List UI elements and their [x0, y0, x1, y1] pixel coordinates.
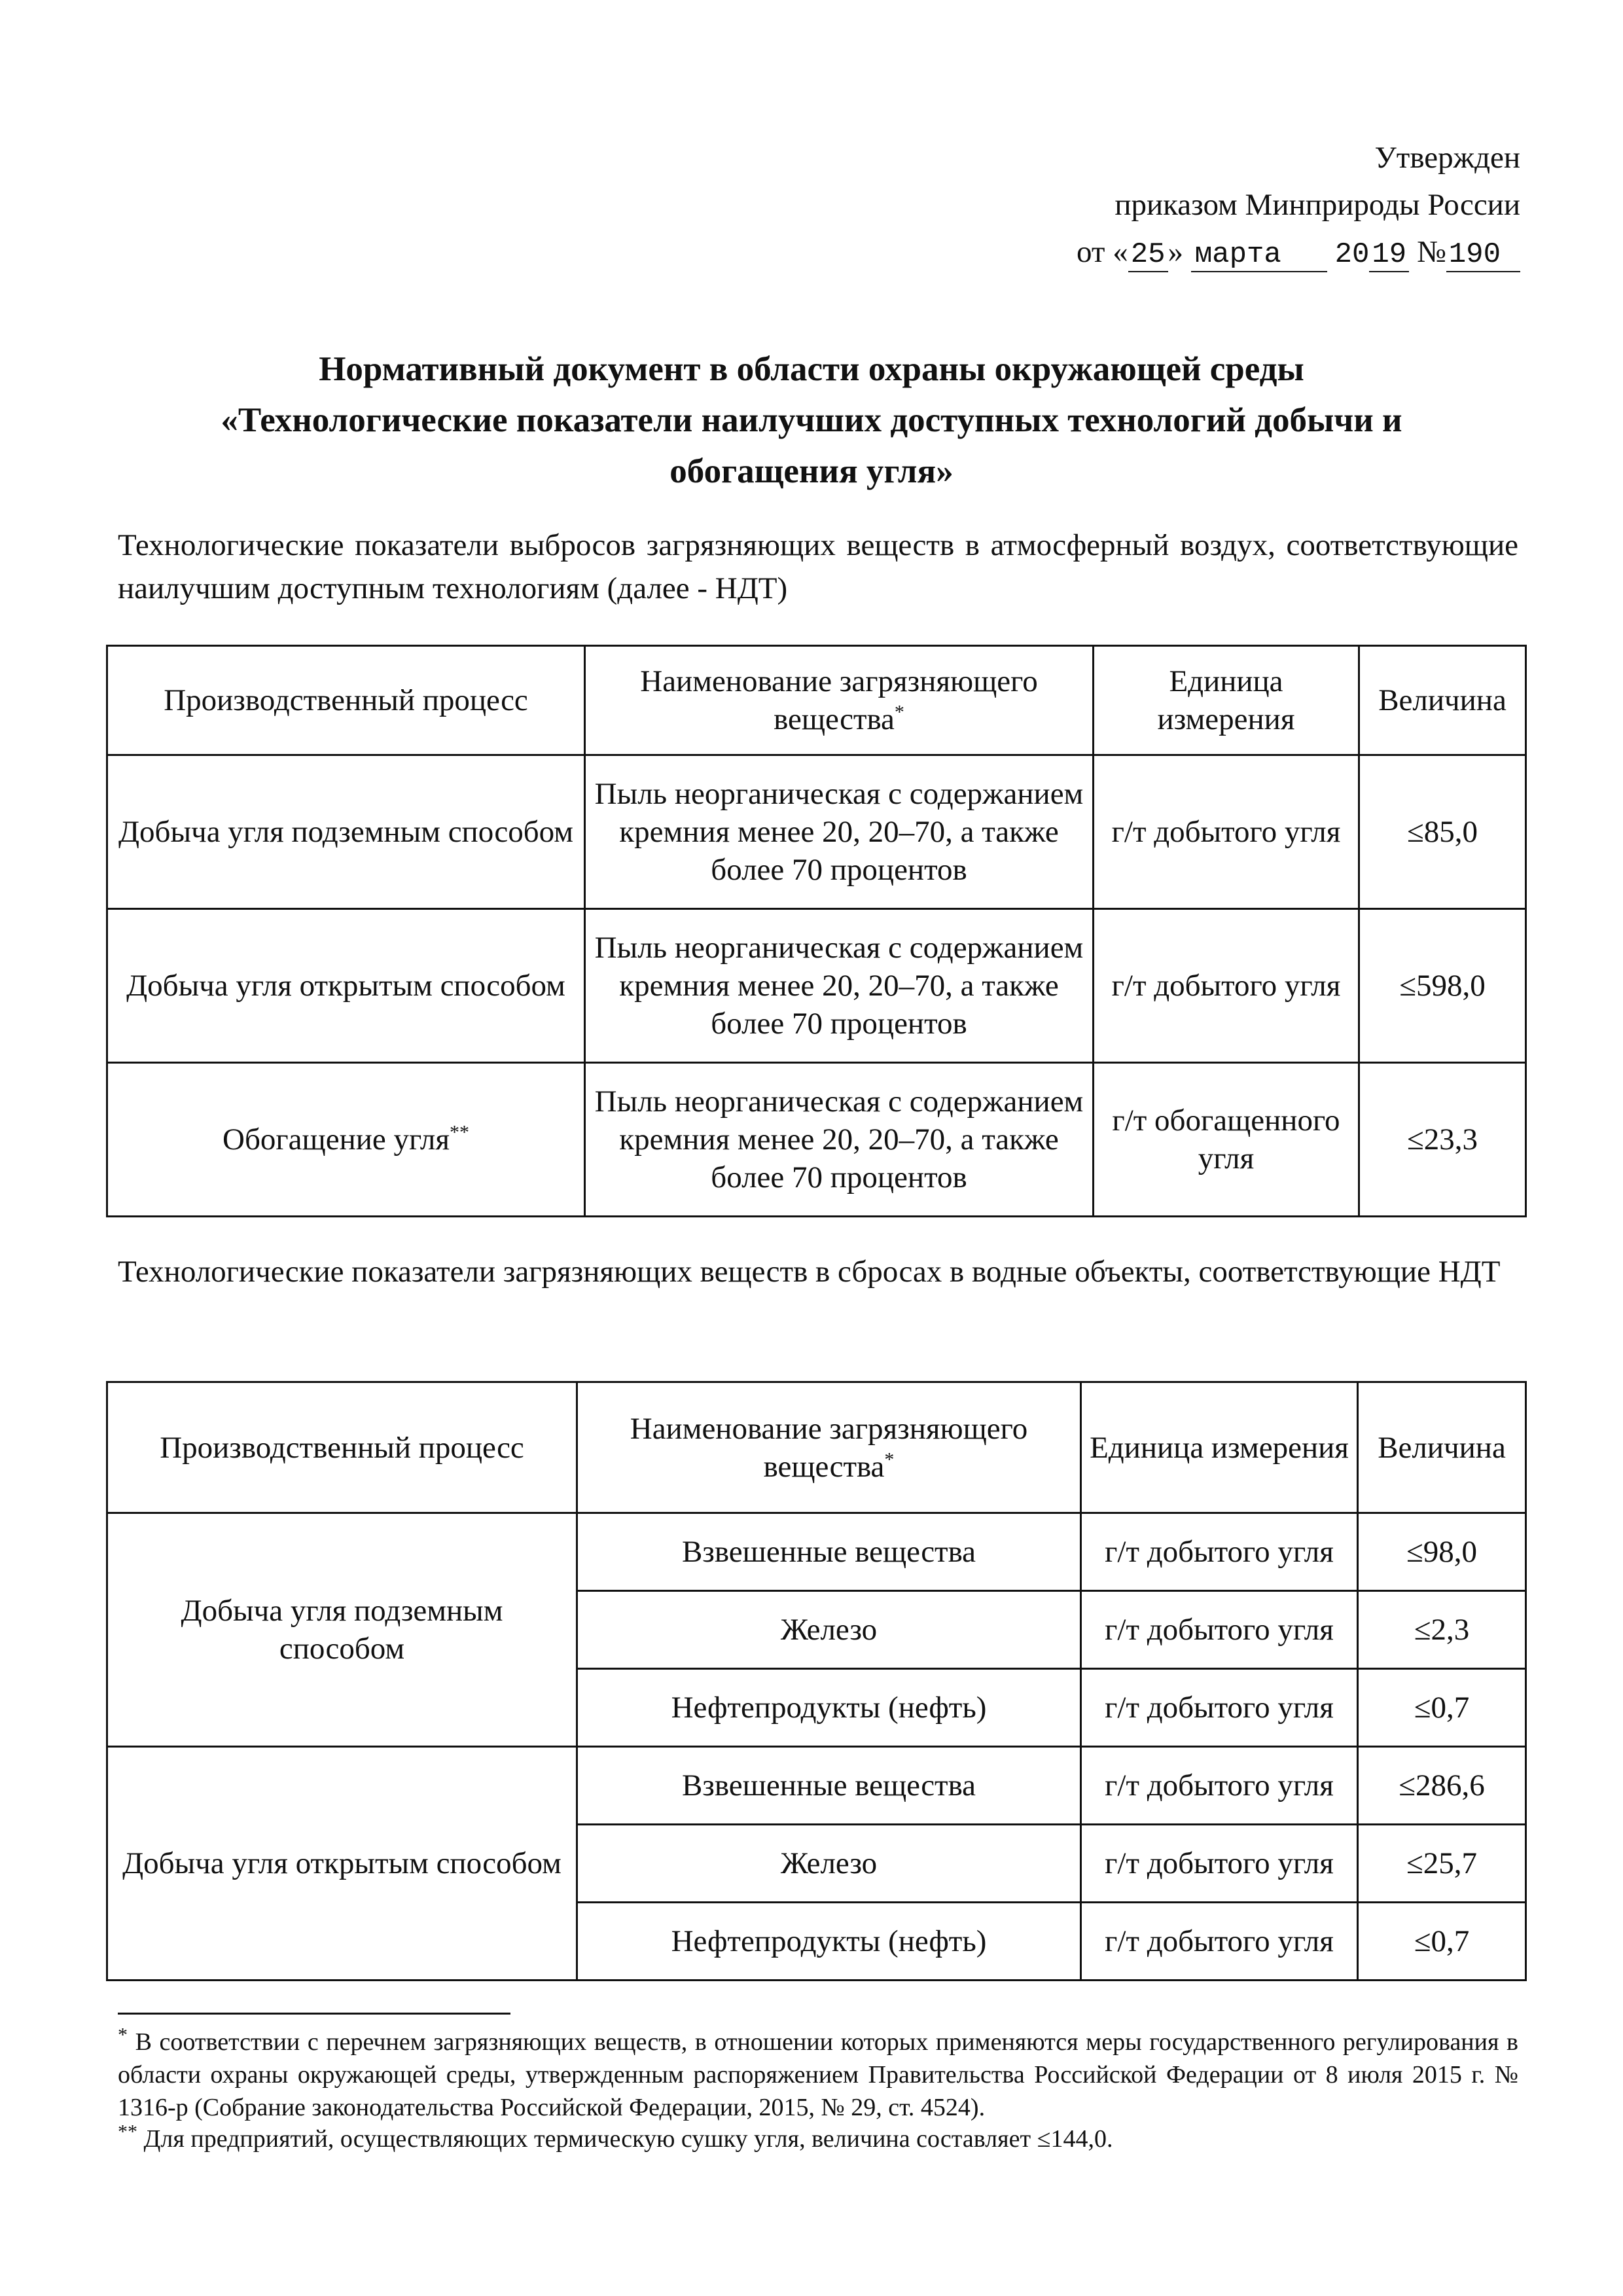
- cell-unit: г/т добытого угля: [1081, 1513, 1358, 1591]
- table-row: [107, 909, 1526, 1063]
- cell-unit: г/т обогащенного угля: [1094, 1063, 1359, 1217]
- footnote-text: В соответствии с перечнем загрязняющих веществ, в отношении которых применяются меры государственного регулирования в области охраны окружающей среды, утвержденным распоряжением Правительства Российской Федерации от 8 июля 2015 г. № 1316-р (Собрание законодательства Российской Федерации, 2015, № 29, ст. 4524).: [118, 2028, 1518, 2121]
- header-substance: Наименование загрязняющего вещества*: [577, 1382, 1081, 1513]
- cell-unit: г/т добытого угля: [1094, 909, 1359, 1063]
- footnote-mark: *: [894, 701, 904, 723]
- cell-substance: Нефтепродукты (нефть): [577, 1669, 1081, 1747]
- cell-unit: г/т добытого угля: [1081, 1825, 1358, 1903]
- cell-value: ≤2,3: [1358, 1591, 1526, 1669]
- header-substance: Наименование загрязняющего вещества*: [585, 646, 1094, 755]
- cell-substance: Нефтепродукты (нефть): [577, 1903, 1081, 1981]
- cell-value: ≤23,3: [1359, 1063, 1526, 1217]
- footnote-text: Для предприятий, осуществляющих термическую сушку угля, величина составляет ≤144,0.: [143, 2125, 1113, 2153]
- header-value: Величина: [1359, 646, 1526, 755]
- cell-process-group: Добыча угля открытым способом: [107, 1747, 577, 1981]
- cell-unit: г/т добытого угля: [1081, 1747, 1358, 1825]
- table-row: [107, 1063, 1526, 1217]
- cell-process: Добыча угля открытым способом: [107, 909, 585, 1063]
- cell-substance: Железо: [577, 1825, 1081, 1903]
- footnote-2: [118, 2123, 1518, 2155]
- header-value: Величина: [1358, 1382, 1526, 1513]
- header-process: Производственный процесс: [107, 1382, 577, 1513]
- header-unit: Единица измерения: [1081, 1382, 1358, 1513]
- approval-number: 190: [1446, 238, 1520, 272]
- cell-value: ≤0,7: [1358, 1669, 1526, 1747]
- approval-year-suffix: 19: [1369, 238, 1409, 272]
- section2-intro: Технологические показатели загрязняющих веществ в сбросах в водные объекты, соответствующие НДТ: [118, 1255, 1501, 1289]
- cell-substance: Железо: [577, 1591, 1081, 1669]
- table-row: [107, 755, 1526, 909]
- cell-value: ≤25,7: [1358, 1825, 1526, 1903]
- approval-year-prefix: 20: [1334, 238, 1370, 271]
- discharges-table: [106, 1381, 1527, 1981]
- approval-from: от «: [1077, 235, 1128, 269]
- cell-value: ≤598,0: [1359, 909, 1526, 1063]
- approval-month: марта: [1191, 238, 1327, 272]
- cell-process-group: Добыча угля подземным способом: [107, 1513, 577, 1747]
- footnote-1: [118, 2026, 1518, 2124]
- cell-substance: Пыль неорганическая с содержанием кремния менее 20, 20–70, а также более 70 процентов: [585, 1063, 1094, 1217]
- section1-intro: Технологические показатели выбросов загрязняющих веществ в атмосферный воздух, соответствующие наилучшим доступным технологиям (далее - НДТ): [118, 528, 1518, 605]
- cell-substance: Пыль неорганическая с содержанием кремния менее 20, 20–70, а также более 70 процентов: [585, 909, 1094, 1063]
- approval-close-quote: »: [1168, 235, 1184, 269]
- cell-value: ≤0,7: [1358, 1903, 1526, 1981]
- approval-line-2: приказом Минприроды России: [1115, 188, 1520, 222]
- cell-value: ≤286,6: [1358, 1747, 1526, 1825]
- cell-process: Добыча угля подземным способом: [107, 755, 585, 909]
- approval-day: 25: [1128, 238, 1168, 272]
- footnote-mark: **: [118, 2121, 137, 2143]
- approval-block: [1077, 134, 1520, 278]
- table-row: [107, 1747, 1526, 1825]
- cell-process: Обогащение угля**: [107, 1063, 585, 1217]
- title-line-1: Нормативный документ в области охраны окружающей среды: [319, 350, 1304, 388]
- document-title: [111, 344, 1512, 497]
- approval-number-label: №: [1416, 235, 1446, 269]
- cell-substance: Взвешенные вещества: [577, 1747, 1081, 1825]
- footnote-divider: [118, 2013, 510, 2015]
- cell-substance: Взвешенные вещества: [577, 1513, 1081, 1591]
- cell-unit: г/т добытого угля: [1081, 1591, 1358, 1669]
- footnote-mark: *: [118, 2024, 128, 2046]
- header-unit: Единица измерения: [1094, 646, 1359, 755]
- approval-line-3: [1077, 228, 1520, 278]
- table-header-row: [107, 1382, 1526, 1513]
- cell-value: ≤85,0: [1359, 755, 1526, 909]
- cell-substance: Пыль неорганическая с содержанием кремния менее 20, 20–70, а также более 70 процентов: [585, 755, 1094, 909]
- cell-unit: г/т добытого угля: [1094, 755, 1359, 909]
- cell-value: ≤98,0: [1358, 1513, 1526, 1591]
- table-header-row: [107, 646, 1526, 755]
- cell-unit: г/т добытого угля: [1081, 1903, 1358, 1981]
- header-process: Производственный процесс: [107, 646, 585, 755]
- title-line-2: «Технологические показатели наилучших доступных технологий добычи и обогащения угля»: [221, 401, 1402, 490]
- cell-unit: г/т добытого угля: [1081, 1669, 1358, 1747]
- footnote-mark: *: [884, 1448, 895, 1470]
- emissions-table: [106, 645, 1527, 1217]
- footnote-mark: **: [449, 1121, 469, 1143]
- table-row: [107, 1513, 1526, 1591]
- approval-line-1: Утвержден: [1374, 141, 1520, 175]
